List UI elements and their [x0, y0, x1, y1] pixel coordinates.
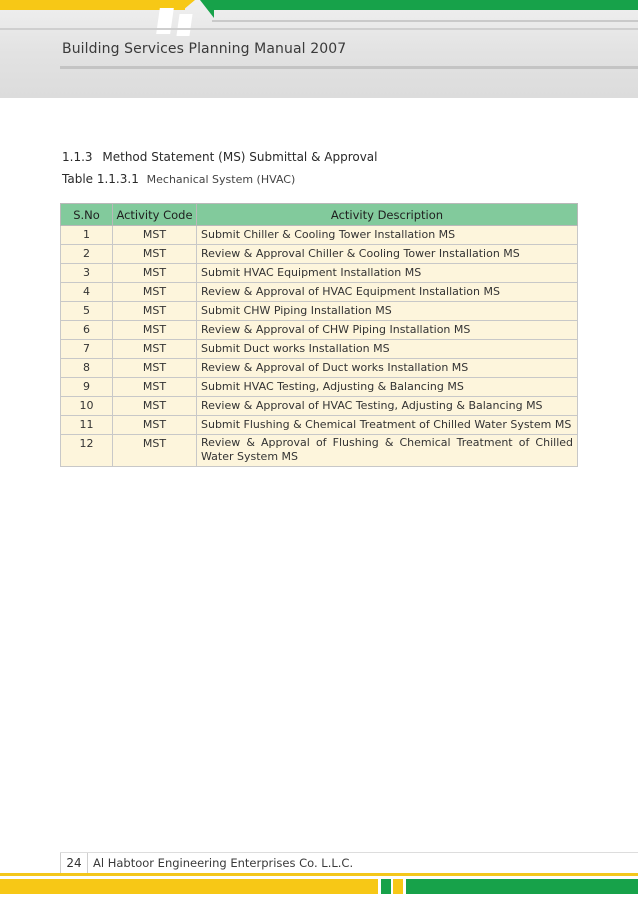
section-number: 1.1.3: [62, 150, 93, 164]
footer-yellow-line: [0, 873, 638, 876]
cell-sno: 9: [61, 378, 113, 397]
cell-activity-description: Review & Approval of HVAC Equipment Installation MS: [197, 283, 578, 302]
table-row: [61, 340, 578, 359]
cell-activity-code: MST: [113, 397, 197, 416]
header-rule: [212, 20, 638, 22]
section-heading: [62, 150, 378, 164]
cell-activity-description: Submit Chiller & Cooling Tower Installation MS: [197, 226, 578, 245]
cell-sno: 6: [61, 321, 113, 340]
table-row: [61, 397, 578, 416]
cell-sno: 4: [61, 283, 113, 302]
cell-activity-code: MST: [113, 340, 197, 359]
cell-activity-code: MST: [113, 416, 197, 435]
cell-sno: 10: [61, 397, 113, 416]
cell-sno: 5: [61, 302, 113, 321]
header-yellow-stripe: [0, 0, 185, 10]
company-name: Al Habtoor Engineering Enterprises Co. L.L.C.: [93, 856, 354, 870]
page-number: 24: [60, 853, 88, 873]
table-row: [61, 321, 578, 340]
cell-activity-code: MST: [113, 226, 197, 245]
cell-sno: 1: [61, 226, 113, 245]
cell-activity-description: Review & Approval of Flushing & Chemical Treatment of Chilled Water System MS: [197, 435, 578, 467]
table-row: [61, 416, 578, 435]
table-caption-label: Table 1.1.3.1: [62, 172, 139, 186]
cell-activity-code: MST: [113, 321, 197, 340]
cell-activity-code: MST: [113, 245, 197, 264]
footer-green-bar: [406, 879, 638, 894]
header-green-notch: [200, 0, 214, 18]
cell-sno: 7: [61, 340, 113, 359]
cell-activity-description: Submit Flushing & Chemical Treatment of Chilled Water System MS: [197, 416, 578, 435]
header-rule: [60, 66, 638, 69]
table-row: [61, 283, 578, 302]
column-header-activity-code: Activity Code: [113, 204, 197, 226]
table-row: [61, 435, 578, 467]
activity-table: [60, 203, 578, 467]
table-row: [61, 245, 578, 264]
manual-title: Building Services Planning Manual 2007: [62, 41, 347, 57]
cell-activity-code: MST: [113, 302, 197, 321]
table-caption-text: Mechanical System (HVAC): [146, 173, 296, 186]
cell-activity-code: MST: [113, 264, 197, 283]
cell-activity-code: MST: [113, 359, 197, 378]
cell-sno: 12: [61, 435, 113, 467]
cell-activity-description: Submit HVAC Testing, Adjusting & Balancing MS: [197, 378, 578, 397]
footer-yellow-bar: [0, 879, 378, 894]
section-title: Method Statement (MS) Submittal & Approval: [102, 150, 378, 164]
cell-activity-code: MST: [113, 378, 197, 397]
cell-sno: 11: [61, 416, 113, 435]
footer-green-block: [381, 879, 391, 894]
header-rule: [0, 28, 638, 30]
cell-activity-description: Review & Approval of Duct works Installation MS: [197, 359, 578, 378]
cell-sno: 3: [61, 264, 113, 283]
column-header-activity-description: Activity Description: [197, 204, 578, 226]
table-row: [61, 264, 578, 283]
column-header-sno: S.No: [61, 204, 113, 226]
table-row: [61, 302, 578, 321]
cell-activity-code: MST: [113, 435, 197, 467]
cell-activity-description: Submit Duct works Installation MS: [197, 340, 578, 359]
header-yellow-notch: [183, 0, 195, 10]
cell-activity-description: Review & Approval Chiller & Cooling Tower Installation MS: [197, 245, 578, 264]
cell-activity-description: Submit HVAC Equipment Installation MS: [197, 264, 578, 283]
cell-sno: 8: [61, 359, 113, 378]
cell-activity-description: Review & Approval of CHW Piping Installation MS: [197, 321, 578, 340]
cell-activity-code: MST: [113, 283, 197, 302]
cell-activity-description: Submit CHW Piping Installation MS: [197, 302, 578, 321]
header-green-stripe: [212, 0, 638, 10]
table-row: [61, 226, 578, 245]
footer-yellow-block: [393, 879, 403, 894]
table-caption: [62, 172, 295, 186]
cell-activity-description: Review & Approval of HVAC Testing, Adjusting & Balancing MS: [197, 397, 578, 416]
table-row: [61, 378, 578, 397]
cell-sno: 2: [61, 245, 113, 264]
table-row: [61, 359, 578, 378]
footer-rule: [60, 852, 638, 853]
table-header-row: [61, 204, 578, 226]
